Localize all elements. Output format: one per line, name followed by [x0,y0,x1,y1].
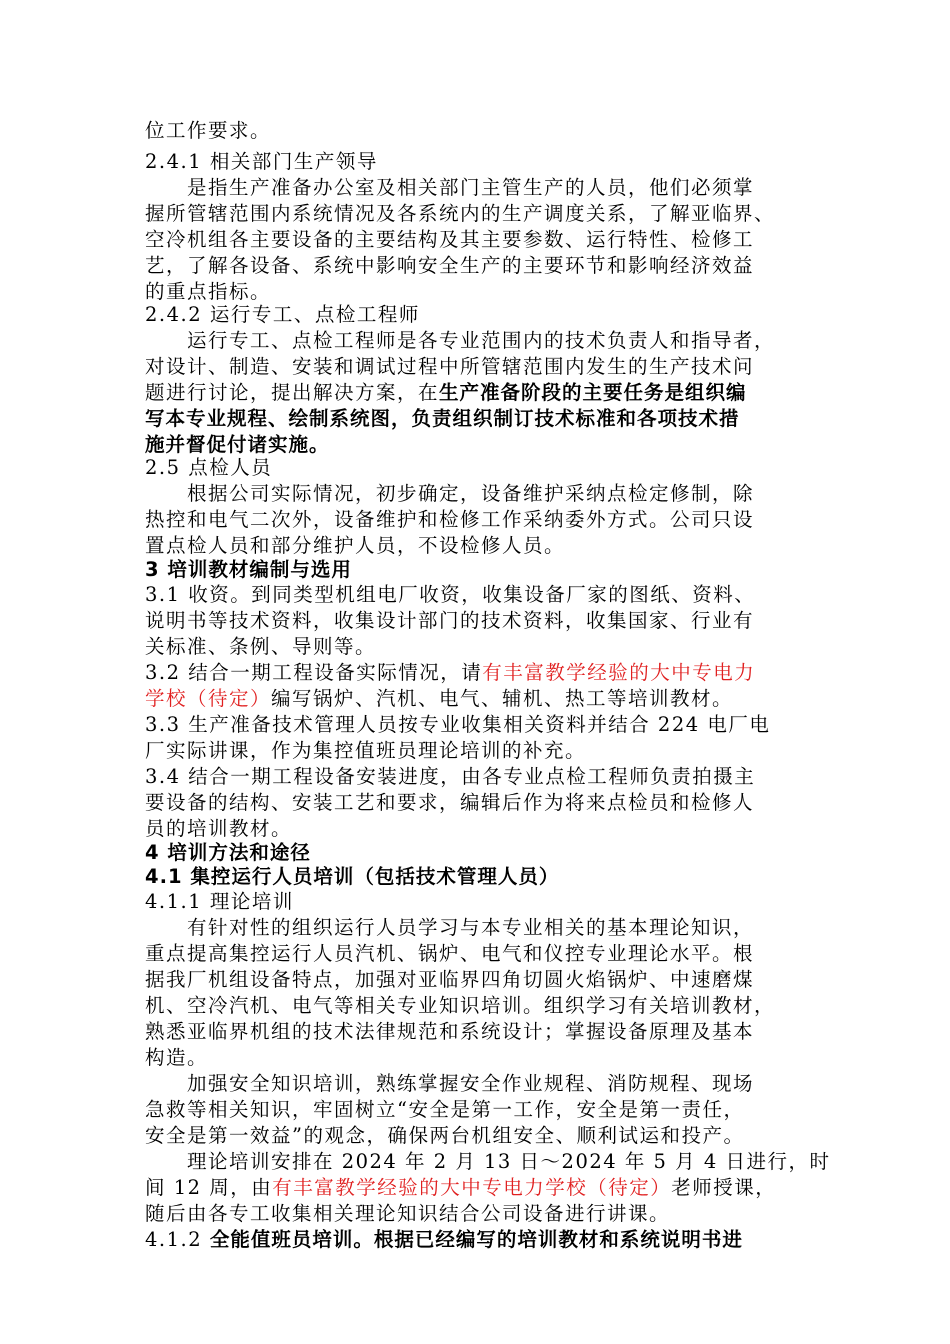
text-line: 对设计、制造、安装和调试过程中所管辖范围内发生的生产技术问 [145,355,755,378]
highlighted-text-segment: 有丰富教学经验的大中专电力学校（待定） [272,1176,672,1199]
text-line: 随后由各专工收集相关理论知识结合公司设备进行讲课。 [145,1202,671,1225]
text-line: 3.1 收资。到同类型机组电厂收资，收集设备厂家的图纸、资料、 [145,583,756,606]
text-line: 艺，了解各设备、系统中影响安全生产的主要环节和影响经济效益 [145,254,755,277]
text-line: 有针对性的组织运行人员学习与本专业相关的基本理论知识， [187,916,755,939]
text-line [145,686,733,712]
text-line: 热控和电气二次外，设备维护和检修工作采纳委外方式。公司只设 [145,508,755,531]
text-line: 位工作要求。 [145,119,272,142]
text-segment: 间 12 周，由 [145,1176,273,1199]
text-line [145,660,755,686]
bold-text-segment: 全能值班员培训。根据已经编写的培训教材和系统说明书进 [209,1228,743,1251]
text-line: 急救等相关知识，牢固树立“安全是第一工作，安全是第一责任， [145,1098,745,1121]
text-line: 理论培训安排在 2024 年 2 月 13 日～2024 年 5 月 4 日进行，时 [187,1150,831,1173]
text-line [145,1175,776,1201]
text-line: 运行专工、点检工程师是各专业范围内的技术负责人和指导者， [187,329,776,352]
text-segment: 3.2 结合一期工程设备实际情况，请 [145,661,483,684]
text-line [145,380,747,406]
text-line: 员的培训教材。 [145,817,293,840]
text-line: 构造。 [145,1046,209,1069]
highlighted-text-segment: 学校（待定） [145,687,272,710]
bold-text-segment: 生产准备阶段的主要任务是组织编 [439,381,747,404]
text-line: 要设备的结构、安装工艺和要求，编辑后作为将来点检员和检修人 [145,791,755,814]
text-segment: 老师授课， [671,1176,777,1199]
section-heading-4-1-2 [145,1227,743,1253]
section-heading-2-5: 2.5 点检人员 [145,456,273,479]
text-line: 加强安全知识培训，熟练掌握安全作业规程、消防规程、现场 [187,1072,755,1095]
text-line: 厂实际讲课，作为集控值班员理论培训的补充。 [145,739,587,762]
text-line: 关标准、条例、导则等。 [145,635,377,658]
text-line: 的重点指标。 [145,280,272,303]
text-line: 是指生产准备办公室及相关部门主管生产的人员，他们必须掌 [187,176,755,199]
text-line: 说明书等技术资料，收集设计部门的技术资料，收集国家、行业有 [145,609,755,632]
section-heading-2-4-1: 2.4.1 相关部门生产领导 [145,150,378,173]
bold-text-line: 施并督促付诸实施。 [145,433,330,456]
text-line: 熟悉亚临界机组的技术法律规范和系统设计；掌握设备原理及基本 [145,1020,755,1043]
section-heading-4-1-1: 4.1.1 理论培训 [145,890,294,913]
bold-text-line: 写本专业规程、绘制系统图，负责组织制订技术标准和各项技术措 [145,407,740,430]
text-segment: 4.1.2 [145,1228,210,1251]
text-segment: 编写锅炉、汽机、电气、辅机、热工等培训教材。 [271,687,734,710]
text-line: 重点提高集控运行人员汽机、锅炉、电气和仪控专业理论水平。根 [145,942,755,965]
section-heading-2-4-2: 2.4.2 运行专工、点检工程师 [145,303,420,326]
text-line: 据我厂机组设备特点，加强对亚临界四角切圆火焰锅炉、中速磨煤 [145,968,755,991]
section-heading-3: 3 培训教材编制与选用 [145,558,352,581]
text-line: 3.3 生产准备技术管理人员按专业收集相关资料并结合 224 电厂电 [145,713,771,736]
text-line: 根据公司实际情况，初步确定，设备维护采纳点检定修制，除 [187,482,755,505]
text-line: 安全是第一效益”的观念，确保两台机组安全、顺利试运和投产。 [145,1124,745,1147]
text-line: 置点检人员和部分维护人员，不设检修人员。 [145,534,566,557]
text-line: 机、空冷汽机、电气等相关专业知识培训。组织学习有关培训教材， [145,994,776,1017]
text-segment: 题进行讨论，提出解决方案，在 [145,381,440,404]
text-line: 3.4 结合一期工程设备安装进度，由各专业点检工程师负责拍摄主 [145,765,756,788]
section-heading-4: 4 培训方法和途径 [145,841,311,864]
section-heading-4-1: 4.1 集控运行人员培训（包括技术管理人员） [145,865,560,888]
text-line: 空冷机组各主要设备的主要结构及其主要参数、运行特性、检修工 [145,228,755,251]
highlighted-text-segment: 有丰富教学经验的大中专电力 [482,661,756,684]
text-line: 握所管辖范围内系统情况及各系统内的生产调度关系，了解亚临界、 [145,202,776,225]
